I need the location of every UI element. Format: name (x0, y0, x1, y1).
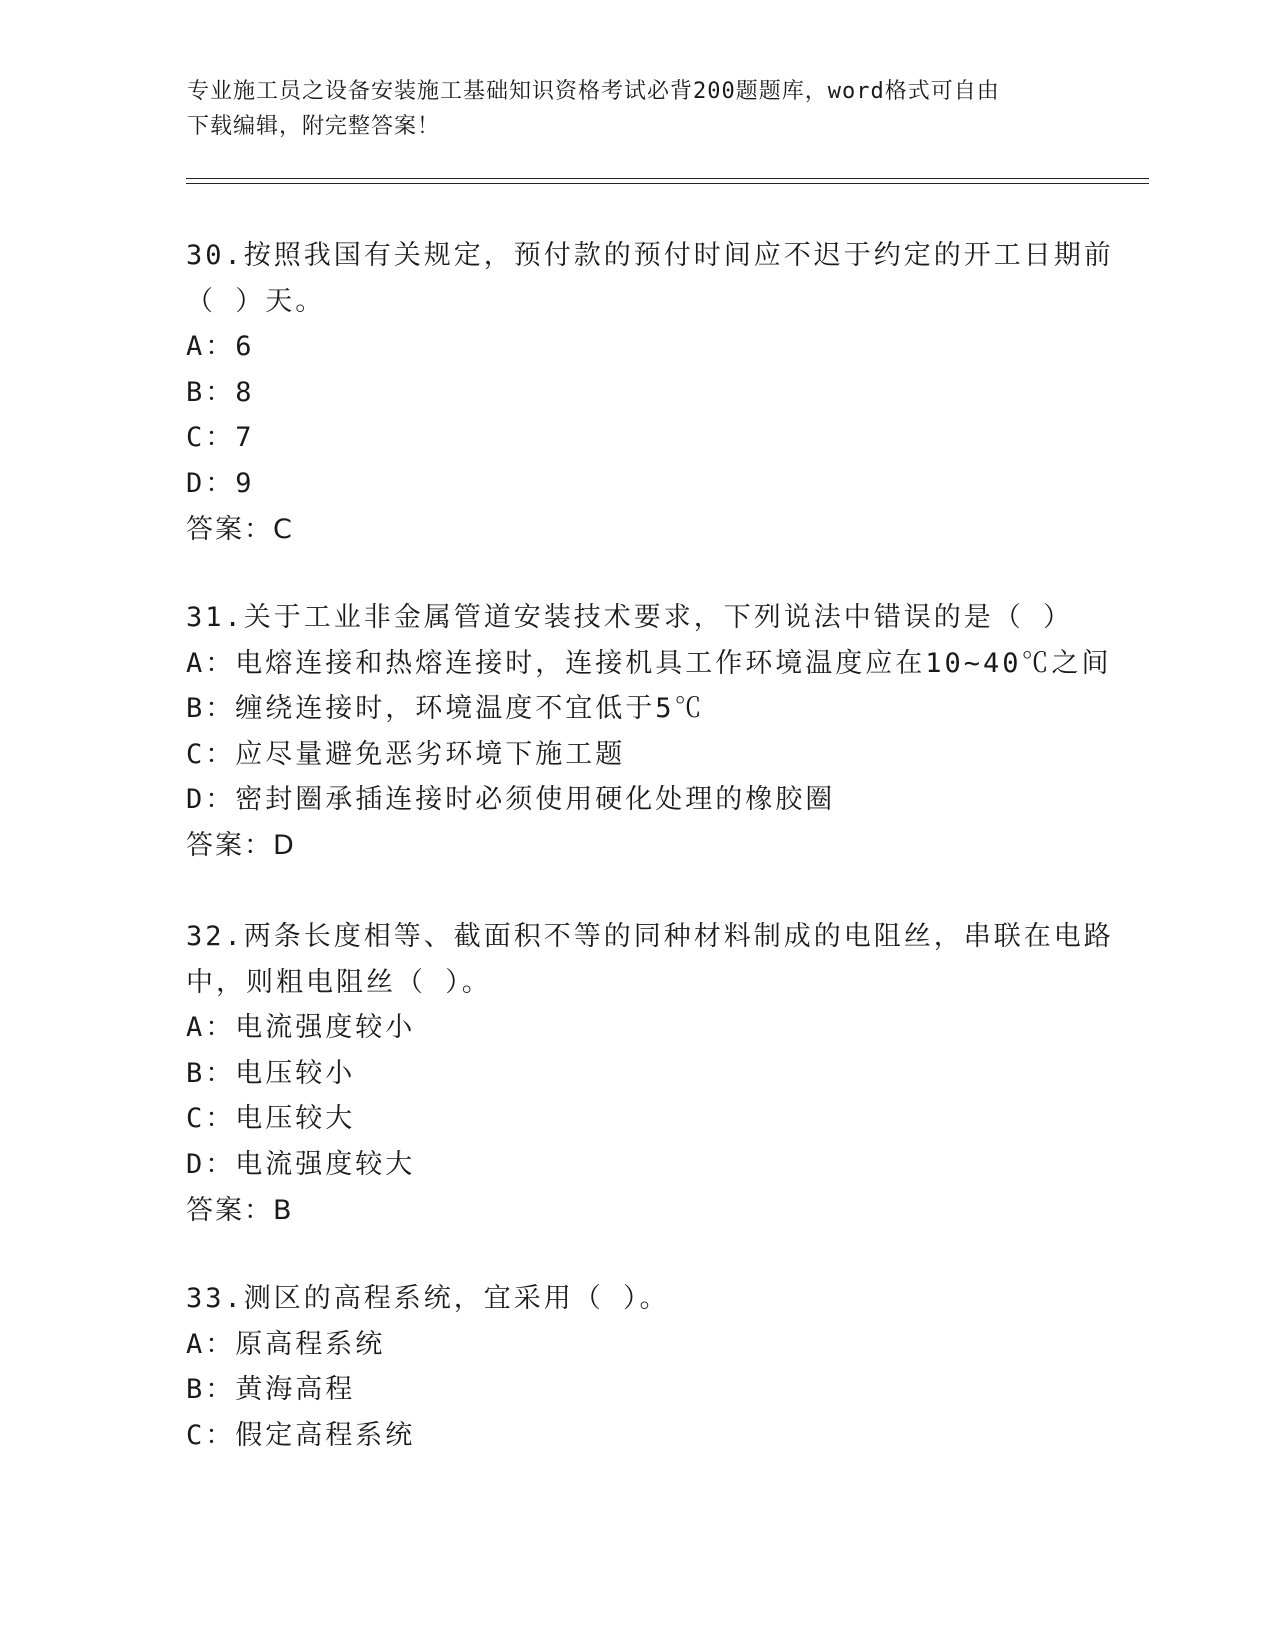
option-a: A：电流强度较小 (186, 1012, 416, 1044)
question-stem-line: 中，则粗电阻丝（ ）。 (186, 966, 492, 998)
header-line-2: 下载编辑，附完整答案！ (187, 114, 441, 139)
question-31 (186, 595, 1112, 869)
answer: 答案：D (186, 829, 296, 861)
question-stem-line: 30.按照我国有关规定，预付款的预付时间应不迟于约定的开工日期前 (186, 240, 1114, 271)
header-line-1: 专业施工员之设备安装施工基础知识资格考试必背200题题库，word格式可自由 (187, 79, 1000, 104)
option-c: C：假定高程系统 (186, 1419, 416, 1451)
option-b: B：缠绕连接时，环境温度不宜低于5℃ (186, 693, 705, 725)
question-32 (186, 914, 1114, 1233)
question-33 (186, 1276, 1086, 1458)
question-stem-line: 31.关于工业非金属管道安装技术要求，下列说法中错误的是（ ） (186, 602, 1074, 633)
document-header (187, 74, 1087, 144)
option-d: D：密封圈承插连接时必须使用硬化处理的橡胶圈 (186, 784, 836, 816)
option-b: B：电压较小 (186, 1057, 356, 1089)
question-stem-line: （ ）天。 (186, 285, 326, 317)
option-c: C：应尽量避免恶劣环境下施工题 (186, 738, 626, 770)
option-c: C：7 (186, 422, 255, 454)
option-a: A：电熔连接和热熔连接时，连接机具工作环境温度应在10~40℃之间 (186, 647, 1112, 679)
option-b: B：8 (186, 376, 255, 408)
option-d: D：电流强度较大 (186, 1148, 416, 1180)
option-a: A：原高程系统 (186, 1328, 386, 1360)
question-stem-line: 32.两条长度相等、截面积不等的同种材料制成的电阻丝，串联在电路 (186, 921, 1114, 952)
answer: 答案：C (186, 513, 294, 545)
header-divider-bottom (186, 183, 1149, 184)
answer: 答案：B (186, 1194, 294, 1226)
question-30 (186, 233, 1114, 552)
header-divider-top (186, 178, 1149, 179)
option-a: A：6 (186, 331, 255, 363)
option-b: B：黄海高程 (186, 1374, 356, 1406)
option-c: C：电压较大 (186, 1103, 356, 1135)
option-d: D：9 (186, 467, 255, 499)
question-stem-line: 33.测区的高程系统，宜采用（ ）。 (186, 1283, 670, 1314)
